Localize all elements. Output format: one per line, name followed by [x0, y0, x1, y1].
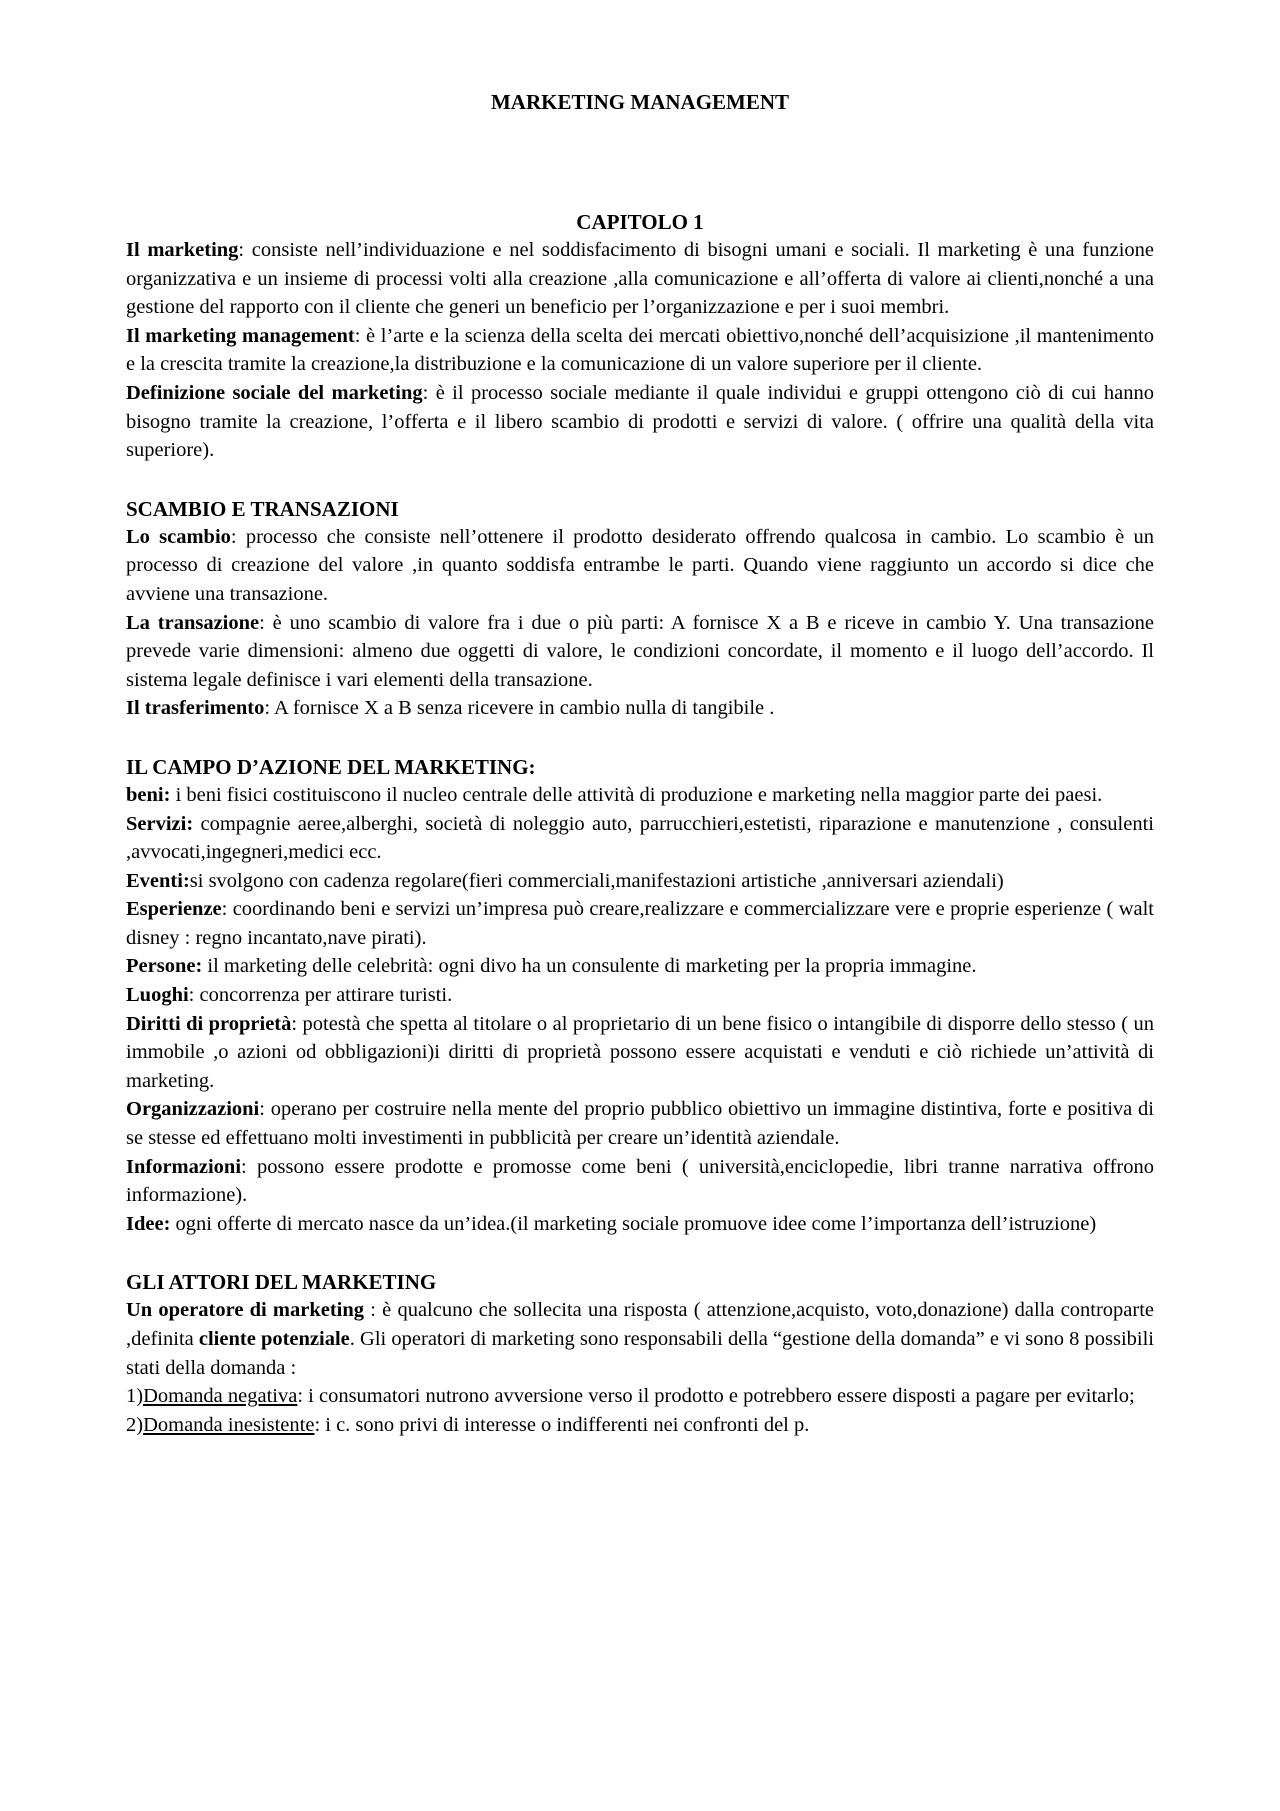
definition-text: : operano per costruire nella mente del proprio pubblico obiettivo un immagine distintiva, forte e positiva di se stesse ed effettuano molti investimenti in pubblicità per creare un’identità aziendale.: [126, 1098, 1154, 1150]
definition-text: : consiste nell’individuazione e nel soddisfacimento di bisogni umani e sociali. Il marketing è una funzione organizzativa e un insieme di processi volti alla creazione ,alla comunicazione e all’offerta di valore ai clienti,nonché a una gestione del rapporto con il cliente che generi un beneficio per l’organizzazione e per i suoi membri.: [126, 239, 1154, 319]
definition-text: : potestà che spetta al titolare o al proprietario di un bene fisico o intangibile di disporre dello stesso ( un immobile ,o azioni od obbligazioni)i diritti di proprietà possono essere acquistati e venduti e ciò richiede un’attività di marketing.: [126, 1012, 1154, 1092]
definition-text: : è l’arte e la scienza della scelta dei mercati obiettivo,nonché dell’acquisizione ,il mantenimento e la crescita tramite la creazione,la distribuzione e la comunicazione di un valore superiore per il cliente.: [126, 324, 1154, 376]
definition-term: Il trasferimento: [126, 697, 265, 720]
definition-term: Esperienze: [126, 898, 222, 921]
definition-term: Lo scambio: [126, 525, 231, 548]
chapter-heading: CAPITOLO 1: [576, 210, 704, 234]
definition-term: La transazione: [126, 611, 260, 634]
definition-paragraph: [126, 1210, 1154, 1239]
definition-paragraph: [126, 609, 1154, 695]
definition-paragraph: [126, 1095, 1154, 1152]
definition-term: beni:: [126, 783, 171, 806]
definition-text: : è qualcuno che sollecita una risposta ( attenzione,acquisto, voto,donazione) dalla controparte ,definita: [126, 1299, 1155, 1350]
definition-term: Diritti di proprietà: [126, 1012, 292, 1035]
demand-state-label: Domanda inesistente: [143, 1413, 315, 1436]
demand-state-number: 2): [126, 1413, 144, 1436]
definition-term: Persone:: [126, 955, 203, 978]
definition-term: Definizione sociale del marketing: [126, 381, 423, 404]
definition-text: : coordinando beni e servizi un’impresa può creare,realizzare e commercializzare vere e proprie esperienze ( walt disney : regno incantato,nave pirati).: [126, 898, 1154, 949]
definition-text: : è uno scambio di valore fra i due o più parti: A fornisce X a B e riceve in cambio Y. Una transazione prevede varie dimensioni: almeno due oggetti di valore, le condizioni concordate, il momento e il luogo dell’accordo. Il sistema legale definisce i vari elementi della transazione.: [126, 611, 1154, 691]
definition-term: Un operatore di marketing: [126, 1299, 365, 1322]
definition-paragraph: [126, 895, 1154, 952]
definition-paragraph: [126, 781, 1154, 810]
definition-text: compagnie aeree,alberghi, società di noleggio auto, parrucchieri,estetisti, riparazione e manutenzione , consulenti ,avvocati,ingegneri,medici ecc.: [126, 812, 1154, 864]
definition-paragraph: [126, 1153, 1154, 1210]
section-heading-attori: GLI ATTORI DEL MARKETING: [126, 1270, 437, 1295]
section-heading-campo: IL CAMPO D’AZIONE DEL MARKETING:: [126, 754, 536, 779]
definition-paragraph: [126, 523, 1154, 609]
definition-term: Idee:: [126, 1212, 171, 1235]
definition-text: : è il processo sociale mediante il quale individui e gruppi ottengono ciò di cui hanno bisogno tramite la creazione, l’offerta e il libero scambio di prodotti e servizi di valore. ( offrire una qualità della vita superiore).: [126, 381, 1154, 462]
definition-text: si svolgono con cadenza regolare(fieri commerciali,manifestazioni artistiche ,anniversari aziendali): [189, 869, 1004, 892]
definition-text: : A fornisce X a B senza ricevere in cambio nulla di tangibile .: [264, 697, 775, 720]
definition-paragraph: [126, 379, 1154, 465]
definition-paragraph: [126, 867, 1154, 896]
definition-paragraph: [126, 952, 1154, 981]
definition-paragraph: [126, 236, 1154, 322]
definition-term: Luoghi: [126, 984, 189, 1007]
demand-state-text: : i c. sono privi di interesse o indifferenti nei confronti del p.: [314, 1413, 810, 1436]
definition-term: Informazioni: [126, 1155, 242, 1178]
definition-text: : processo che consiste nell’ottenere il prodotto desiderato offrendo qualcosa in cambio. Lo scambio è un processo di creazione del valore ,in quanto soddisfa entrambe le parti. Quando viene raggiunto un accordo si dice che avviene una transazione.: [126, 525, 1154, 605]
definition-paragraph: [126, 694, 1154, 723]
definition-term: Organizzazioni: [126, 1098, 260, 1121]
definition-term: Il marketing management: [126, 324, 355, 347]
definition-term: Eventi:: [126, 869, 190, 892]
definition-paragraph: [126, 981, 1154, 1010]
definition-paragraph: [126, 322, 1154, 379]
demand-state-item: [126, 1411, 1154, 1440]
demand-state-label: Domanda negativa: [143, 1385, 298, 1408]
definition-text: : concorrenza per attirare turisti.: [188, 984, 453, 1007]
document-title: MARKETING MANAGEMENT: [490, 90, 790, 114]
definition-paragraph: [126, 810, 1154, 867]
definition-term: Il marketing: [126, 239, 239, 261]
definition-term-inline: cliente potenziale: [198, 1328, 350, 1350]
definition-text: : possono essere prodotte e promosse come beni ( università,enciclopedie, libri tranne narrativa offrono informazione).: [126, 1155, 1154, 1207]
definition-text: i beni fisici costituiscono il nucleo centrale delle attività di produzione e marketing nella maggior parte dei paesi.: [170, 783, 1103, 806]
definition-text: . Gli operatori di marketing sono responsabili della “gestione della domanda” e vi sono 8 possibili stati della domanda :: [126, 1328, 1154, 1379]
definition-paragraph: [126, 1296, 1154, 1382]
definition-paragraph: [126, 1010, 1154, 1096]
definition-term: Servizi:: [126, 812, 194, 835]
demand-state-number: 1): [126, 1385, 144, 1408]
definition-text: il marketing delle celebrità: ogni divo ha un consulente di marketing per la propria immagine.: [202, 955, 977, 978]
definition-text: ogni offerte di mercato nasce da un’idea.(il marketing sociale promuove idee come l’importanza dell’istruzione): [170, 1212, 1097, 1235]
section-heading-scambio: SCAMBIO E TRANSAZIONI: [126, 496, 399, 521]
demand-state-text: : i consumatori nutrono avversione verso il prodotto e potrebbero essere disposti a pagare per evitarlo;: [297, 1385, 1135, 1408]
demand-state-item: [126, 1382, 1154, 1411]
document-body: [126, 208, 1154, 1439]
